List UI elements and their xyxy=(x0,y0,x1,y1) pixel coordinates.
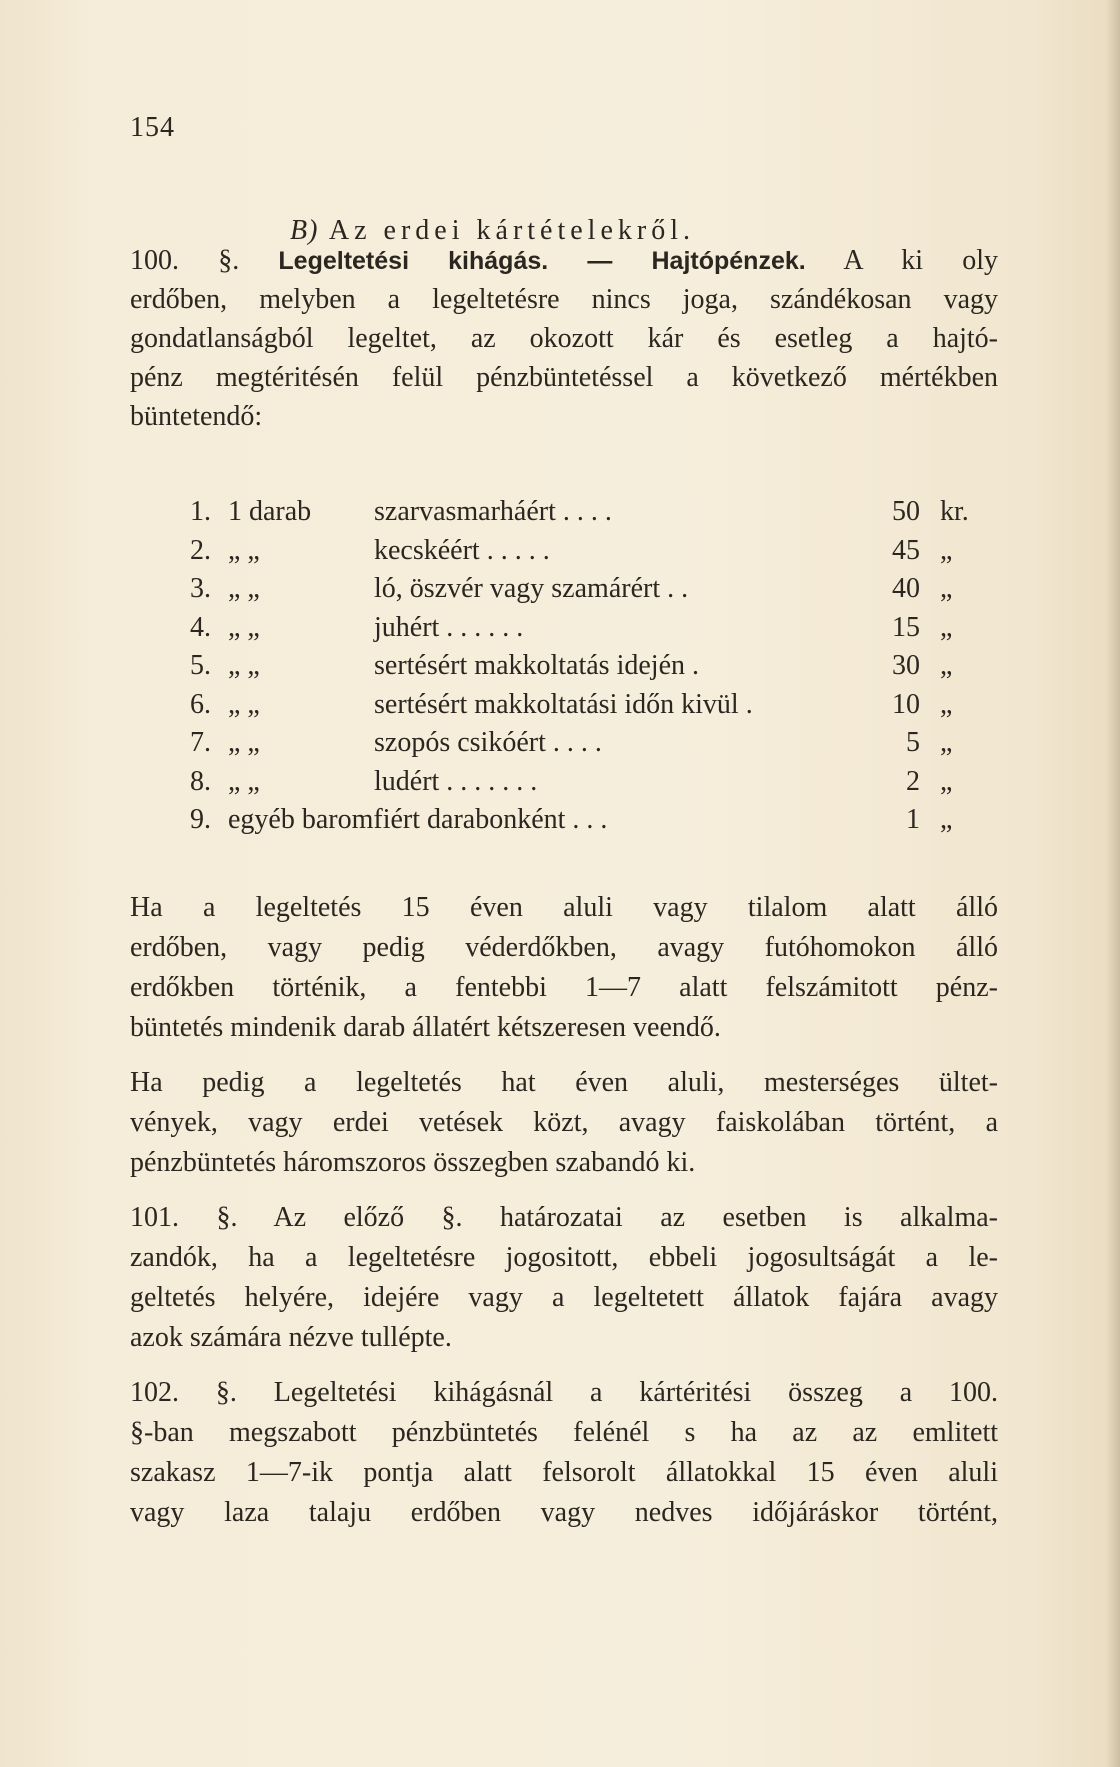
fine-amount: 30 xyxy=(892,650,920,681)
para-102-line-3: szakasz 1—7-ik pontja alatt felsorolt állatokkal 15 éven aluli xyxy=(130,1457,998,1488)
fine-number: 8. xyxy=(190,765,211,797)
fine-row xyxy=(190,689,990,728)
fine-number: 4. xyxy=(190,611,211,643)
para-100-line-1 xyxy=(130,241,998,281)
section-title-text: Az erdei kártételekről. xyxy=(328,215,695,246)
para-101-line-4: azok számára nézve tullépte. xyxy=(130,1322,452,1353)
para-b-line-1: Ha pedig a legeltetés hat éven aluli, mesterséges ültet- xyxy=(130,1067,998,1098)
fine-unit: „ xyxy=(940,650,953,681)
fine-amount: 15 xyxy=(892,611,920,643)
fine-animal: juhért . . . . . . xyxy=(374,611,524,643)
fine-unit: kr. xyxy=(940,496,969,527)
fine-amount: 50 xyxy=(892,496,920,527)
fine-row xyxy=(190,766,990,805)
fine-number: 2. xyxy=(190,534,211,566)
para-102-line-2: §-ban megszabott pénzbüntetés felénél s ha az az emlitett xyxy=(130,1417,998,1448)
para-100-line-5: büntetendő: xyxy=(130,401,263,432)
para-b-line-3: pénzbüntetés háromszoros összegben szabandó ki. xyxy=(130,1147,696,1178)
fine-amount: 1 xyxy=(906,804,920,835)
para-a-line-3: erdőkben történik, a fentebbi 1—7 alatt felszámitott pénz- xyxy=(130,972,998,1003)
fine-quantity: „ „ xyxy=(228,688,260,720)
fine-row xyxy=(190,612,990,651)
fines-list xyxy=(190,496,990,843)
para-100-line-1-tail: A ki oly xyxy=(805,245,998,276)
section-letter: B) xyxy=(290,215,319,246)
fine-unit: „ xyxy=(940,573,953,604)
fine-amount: 10 xyxy=(892,688,920,720)
para-100-line-3: gondatlanságból legeltet, az okozott kár és esetleg a hajtó- xyxy=(130,323,998,354)
fine-animal: ló, öszvér vagy szamárért . . xyxy=(374,573,689,604)
para-100-line-4: pénz megtéritésén felül pénzbüntetéssel a következő mértékben xyxy=(130,362,998,393)
para-101-line-3: geltetés helyére, idejére vagy a legeltetett állatok fajára avagy xyxy=(130,1282,998,1313)
fine-row xyxy=(190,535,990,574)
fine-row xyxy=(190,727,990,766)
fine-number: 6. xyxy=(190,688,211,720)
fine-unit: „ xyxy=(940,534,953,566)
fine-amount: 5 xyxy=(906,727,920,758)
fine-animal: szopós csikóért . . . . xyxy=(374,727,602,758)
para-101-line-2: zandók, ha a legeltetésre jogositott, ebbeli jogosultságát a le- xyxy=(130,1242,998,1273)
fine-quantity: „ „ xyxy=(228,765,260,797)
fine-unit: „ xyxy=(940,765,953,797)
para-100-section-number: 100. §. xyxy=(130,245,279,276)
fine-quantity: „ „ xyxy=(228,611,260,643)
fine-animal: kecskéért . . . . . xyxy=(374,534,550,566)
fine-number: 5. xyxy=(190,650,211,681)
page-number: 154 xyxy=(130,112,175,143)
para-100-line-2: erdőben, melyben a legeltetésre nincs joga, szándékosan vagy xyxy=(130,284,998,315)
fine-number: 3. xyxy=(190,573,211,604)
fine-number: 1. xyxy=(190,496,211,527)
fine-row xyxy=(190,650,990,689)
para-102-line-1: 102. §. Legeltetési kihágásnál a kártéritési összeg a 100. xyxy=(130,1377,998,1408)
fine-quantity: „ „ xyxy=(228,573,260,604)
fine-amount: 45 xyxy=(892,534,920,566)
fine-animal: ludért . . . . . . . xyxy=(374,765,538,797)
fine-unit: „ xyxy=(940,727,953,758)
fine-row xyxy=(190,804,990,843)
fine-number: 9. xyxy=(190,804,211,835)
fine-row xyxy=(190,573,990,612)
para-101-line-1: 101. §. Az előző §. határozatai az esetben is alkalma- xyxy=(130,1202,998,1233)
para-102-line-4: vagy laza talaju erdőben vagy nedves időjáráskor történt, xyxy=(130,1497,998,1528)
page-edge-shadow xyxy=(1106,0,1120,1767)
para-a-line-1: Ha a legeltetés 15 éven aluli vagy tilalom alatt álló xyxy=(130,892,998,923)
fine-quantity: „ „ xyxy=(228,534,260,566)
para-100-heading: Legeltetési kihágás. — Hajtópénzek. xyxy=(278,247,806,275)
fine-animal: sertésért makkoltatás idején . xyxy=(374,650,699,681)
fine-unit: „ xyxy=(940,611,953,643)
fine-quantity: egyéb baromfiért darabonként . . . xyxy=(228,804,608,835)
fine-row xyxy=(190,496,990,535)
fine-number: 7. xyxy=(190,727,211,758)
fine-amount: 2 xyxy=(906,765,920,797)
para-a-line-2: erdőben, vagy pedig véderdőkben, avagy futóhomokon álló xyxy=(130,932,998,963)
fine-quantity: „ „ xyxy=(228,727,260,758)
para-a-line-4: büntetés mindenik darab állatért kétszeresen veendő. xyxy=(130,1012,721,1043)
fine-quantity: 1 darab xyxy=(228,496,312,527)
fine-amount: 40 xyxy=(892,573,920,604)
fine-unit: „ xyxy=(940,804,953,835)
fine-animal: sertésért makkoltatási időn kivül . xyxy=(374,688,753,720)
fine-quantity: „ „ xyxy=(228,650,260,681)
fine-unit: „ xyxy=(940,688,953,720)
fine-animal: szarvasmarháért . . . . xyxy=(374,496,612,527)
para-b-line-2: vények, vagy erdei vetések közt, avagy faiskolában történt, a xyxy=(130,1107,998,1138)
